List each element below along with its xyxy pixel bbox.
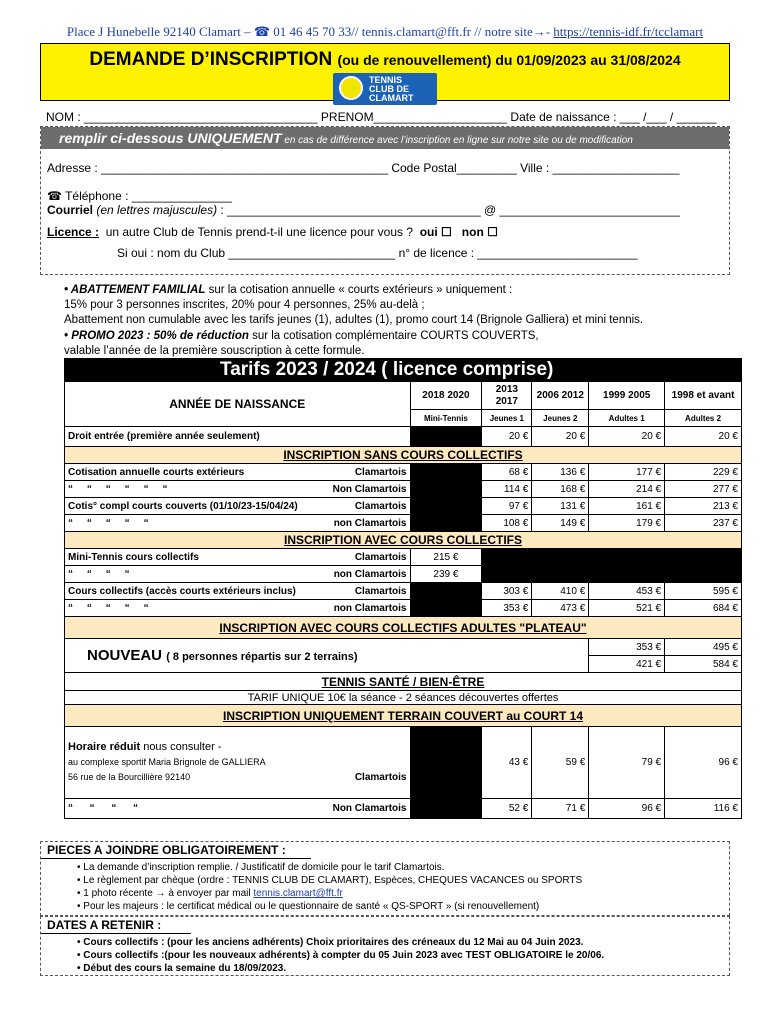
price-cell: 237 € <box>665 515 742 532</box>
logo-line-1: TENNIS <box>369 75 403 85</box>
blank-cell <box>410 464 482 481</box>
pieces-line: • Le règlement par chèque (ordre : TENNIS CLUB DE CLAMART), Espèces, CHEQUES VACANCES ou SPORTS <box>77 875 583 886</box>
table-row <box>65 799 742 819</box>
price-cell: 97 € <box>482 498 532 515</box>
price-cell: 43 € <box>482 727 532 799</box>
licence-question <box>47 225 498 239</box>
pieces-line <box>41 887 729 900</box>
blank-cell <box>410 583 482 600</box>
price-cell: 79 € <box>589 727 665 799</box>
price-cell: 116 € <box>665 799 742 819</box>
section-header: INSCRIPTION AVEC COURS COLLECTIFS <box>65 532 742 549</box>
section-header: INSCRIPTION SANS COURS COLLECTIFS <box>65 447 742 464</box>
col-year: 1998 et avant <box>665 382 742 410</box>
price-cell: 214 € <box>589 481 665 498</box>
col-year: 2013 2017 <box>482 382 532 410</box>
price-cell: 521 € <box>589 600 665 617</box>
price-cell: 168 € <box>532 481 589 498</box>
licence-oui-checkbox[interactable]: oui ☐ <box>419 225 452 239</box>
price-cell: 277 € <box>665 481 742 498</box>
price-cell: 595 € <box>665 583 742 600</box>
row-residency: Clamartois <box>354 551 407 563</box>
page-title: DEMANDE D’INSCRIPTION <box>89 49 333 70</box>
plateau-label <box>65 639 589 673</box>
price-cell: 684 € <box>665 600 742 617</box>
section-header: TENNIS SANTÉ / BIEN-ÊTRE <box>65 673 742 691</box>
row-label <box>65 549 411 566</box>
annee-header: ANNÉE DE NAISSANCE <box>65 382 411 427</box>
table-row <box>65 583 742 600</box>
row-label-text: Cotis° compl courts couverts (01/10/23-15/04/24) <box>68 500 298 512</box>
price-cell: 303 € <box>482 583 532 600</box>
pieces-line: • Pour les majeurs : le certificat médical ou le questionnaire de santé « QS-SPORT » (si renouvellement) <box>77 901 540 912</box>
adresse-field[interactable]: Adresse : ___________________________________________ Code Postal_________ Ville : ___________________ <box>47 161 680 175</box>
row-label-text: Cotisation annuelle courts extérieurs <box>68 466 245 478</box>
row-label-text: Cours collectifs (accès courts extérieurs inclus) <box>68 585 296 597</box>
licence-label: Licence : <box>47 225 100 239</box>
col-year: 1999 2005 <box>589 382 665 410</box>
row-label <box>65 464 411 481</box>
price-cell: 473 € <box>532 600 589 617</box>
price-cell: 161 € <box>589 498 665 515</box>
abattement-block <box>64 283 643 328</box>
courriel-field[interactable] <box>47 203 680 217</box>
telephone-field[interactable]: ☎ Téléphone : _______________ <box>47 189 232 203</box>
blank-cell <box>410 515 482 532</box>
blank-cell <box>410 799 482 819</box>
col-category: Jeunes 2 <box>532 410 589 427</box>
instruction-text: en cas de différence avec l’inscription en ligne sur notre site ou de modification <box>284 135 633 146</box>
price-cell: 421 € <box>589 656 665 673</box>
sante-tarif: TARIF UNIQUE 10€ la séance - 2 séances découvertes offertes <box>65 691 742 705</box>
ditto-marks: “ “ “ “ <box>68 568 130 580</box>
row-residency: non Clamartois <box>333 602 407 614</box>
col-category: Adultes 2 <box>665 410 742 427</box>
blank-cell <box>410 481 482 498</box>
instruction-band <box>41 127 729 149</box>
email-link[interactable]: tennis.clamart@fft.fr <box>253 888 343 899</box>
table-row <box>65 549 742 566</box>
droit-entree-label: Droit entrée (première année seulement) <box>65 427 411 447</box>
page-subtitle: (ou de renouvellement) du 01/09/2023 au 31/08/2024 <box>337 52 681 68</box>
abattement-text: sur la cotisation annuelle « courts extérieurs » uniquement : <box>205 284 513 296</box>
pieces-box <box>40 841 730 916</box>
price-cell: 108 € <box>482 515 532 532</box>
blank-cell <box>410 498 482 515</box>
price-cell: 495 € <box>665 639 742 656</box>
row-label <box>65 727 411 799</box>
tennis-ball-icon <box>339 76 363 100</box>
price-cell: 20 € <box>589 427 665 447</box>
dates-line: • Début des cours la semaine du 18/09/2023. <box>77 963 287 974</box>
promo-title: • PROMO 2023 : 50% de réduction <box>64 330 249 342</box>
col-year: 2006 2012 <box>532 382 589 410</box>
table-row <box>65 639 742 656</box>
row-label <box>65 799 411 819</box>
price-cell: 584 € <box>665 656 742 673</box>
price-cell: 52 € <box>482 799 532 819</box>
price-cell: 20 € <box>665 427 742 447</box>
row-residency: Non Clamartois <box>332 483 407 495</box>
club-contact-line <box>0 24 770 40</box>
dates-line: • Cours collectifs :(pour les nouveaux adhérents) à compter du 05 Juin 2023 avec TEST OBLIGATOIRE le 20/06. <box>77 950 605 961</box>
price-cell: 149 € <box>532 515 589 532</box>
licence-non-checkbox[interactable]: non ☐ <box>461 225 498 239</box>
table-row <box>65 464 742 481</box>
row-residency: Clamartois <box>354 772 407 783</box>
blank-cell <box>482 566 742 583</box>
dates-line: • Cours collectifs : (pour les anciens adhérents) Choix prioritaires des créneaux du 12 Mai au 04 Juin 2023. <box>77 937 584 948</box>
price-cell: 215 € <box>410 549 482 566</box>
complexe-name: au complexe sportif Maria Brignole de GALLIERA <box>68 757 266 767</box>
row-label <box>65 583 411 600</box>
blank-cell <box>410 600 482 617</box>
pieces-title: PIECES A JOINDRE OBLIGATOIREMENT : <box>41 842 311 859</box>
price-cell: 114 € <box>482 481 532 498</box>
price-cell: 410 € <box>532 583 589 600</box>
row-label <box>65 600 411 617</box>
price-cell: 239 € <box>410 566 482 583</box>
tarifs-table <box>64 358 742 819</box>
logo-line-2: CLUB DE <box>369 84 409 94</box>
price-cell: 213 € <box>665 498 742 515</box>
table-row <box>65 481 742 498</box>
blank-cell <box>482 549 742 566</box>
price-cell: 353 € <box>589 639 665 656</box>
row-residency: Non Clamartois <box>332 803 407 814</box>
table-row <box>65 600 742 617</box>
ditto-marks: “ “ “ “ “ “ <box>68 483 168 495</box>
nouveau-label: NOUVEAU <box>87 647 163 664</box>
dates-title: DATES A RETENIR : <box>41 917 191 934</box>
horaire-reduit-label: Horaire réduit <box>68 741 141 753</box>
complexe-address: 56 rue de la Bourcillière 92140 <box>68 772 191 782</box>
dates-box <box>40 916 730 976</box>
price-cell: 68 € <box>482 464 532 481</box>
col-year: 2018 2020 <box>410 382 482 410</box>
price-cell: 20 € <box>482 427 532 447</box>
club-licence-field[interactable]: Si oui : nom du Club _________________________ n° de licence : ________________________ <box>117 246 638 260</box>
club-logo <box>333 73 437 105</box>
table-row <box>65 566 742 583</box>
promo-text: sur la cotisation complémentaire COURTS COUVERTS, <box>248 330 539 342</box>
row-label-text: Mini-Tennis cours collectifs <box>68 551 199 563</box>
price-cell: 131 € <box>532 498 589 515</box>
abattement-rates: 15% pour 3 personnes inscrites, 20% pour 4 personnes, 25% au-delà ; <box>64 299 425 311</box>
row-label <box>65 481 411 498</box>
courriel-hint: (en lettres majuscules) <box>96 203 218 217</box>
row-label <box>65 566 411 583</box>
complexe-address-row <box>68 770 407 785</box>
photo-text: • 1 photo récente → à envoyer par mail <box>77 888 254 899</box>
horaire-reduit-text: nous consulter - <box>140 741 222 753</box>
plateau-detail: ( 8 personnes répartis sur 2 terrains) <box>166 651 358 663</box>
title-banner <box>40 43 730 101</box>
col-category: Adultes 1 <box>589 410 665 427</box>
price-cell: 71 € <box>532 799 589 819</box>
price-cell: 353 € <box>482 600 532 617</box>
nom-prenom-line[interactable]: NOM : ___________________________________ PRENOM____________________ Date de naissance : ___ /___ / ______ <box>46 110 717 124</box>
col-category: Mini-Tennis <box>410 410 482 427</box>
row-residency: non Clamartois <box>333 568 407 580</box>
price-cell: 177 € <box>589 464 665 481</box>
row-label <box>65 515 411 532</box>
abattement-note: Abattement non cumulable avec les tarifs jeunes (1), adultes (1), promo court 14 (Brignole Galliera) et mini tennis. <box>64 314 644 326</box>
table-row <box>65 498 742 515</box>
price-cell: 96 € <box>665 727 742 799</box>
blank-cell <box>410 427 482 447</box>
ditto-marks: “ “ “ “ “ <box>68 602 149 614</box>
ditto-marks: “ “ “ “ “ <box>68 517 149 529</box>
promo-block <box>64 329 539 359</box>
row-residency: Clamartois <box>354 466 407 478</box>
table-row <box>65 727 742 799</box>
price-cell: 136 € <box>532 464 589 481</box>
price-cell: 453 € <box>589 583 665 600</box>
col-category: Jeunes 1 <box>482 410 532 427</box>
price-cell: 59 € <box>532 727 589 799</box>
pieces-line: • La demande d’inscription remplie. / Justificatif de domicile pour le tarif Clamartois. <box>77 862 445 873</box>
logo-line-3: CLAMART <box>369 93 414 103</box>
section-header: INSCRIPTION AVEC COURS COLLECTIFS ADULTES "PLATEAU" <box>65 617 742 639</box>
row-label <box>65 498 411 515</box>
ditto-marks: “ “ “ “ <box>68 803 139 814</box>
licence-text: un autre Club de Tennis prend-t-il une licence pour vous ? <box>105 225 414 239</box>
row-residency: Clamartois <box>354 500 407 512</box>
price-cell: 229 € <box>665 464 742 481</box>
section-header: INSCRIPTION UNIQUEMENT TERRAIN COUVERT au COURT 14 <box>65 705 742 727</box>
row-residency: non Clamartois <box>333 517 407 529</box>
courriel-line: : ______________________________________ @ ___________________________ <box>220 203 680 217</box>
promo-note: valable l’année de la première souscription à cette formule. <box>64 345 365 357</box>
blank-cell <box>410 727 482 799</box>
table-row <box>65 515 742 532</box>
instruction-bold: remplir ci-dessous UNIQUEMENT <box>59 130 282 146</box>
tarifs-title: Tarifs 2023 / 2024 ( licence comprise) <box>65 359 742 382</box>
price-cell: 20 € <box>532 427 589 447</box>
courriel-label: Courriel <box>47 203 94 217</box>
price-cell: 96 € <box>589 799 665 819</box>
table-row <box>65 427 742 447</box>
row-residency: Clamartois <box>354 585 407 597</box>
abattement-title: • ABATTEMENT FAMILIAL <box>64 284 206 296</box>
price-cell: 179 € <box>589 515 665 532</box>
identity-box <box>40 126 730 275</box>
club-website-link[interactable]: https://tennis-idf.fr/tcclamart <box>553 24 704 39</box>
club-address: Place J Hunebelle 92140 Clamart – ☎ 01 46 45 70 33// tennis.clamart@fft.fr // notre site→- <box>66 24 551 39</box>
